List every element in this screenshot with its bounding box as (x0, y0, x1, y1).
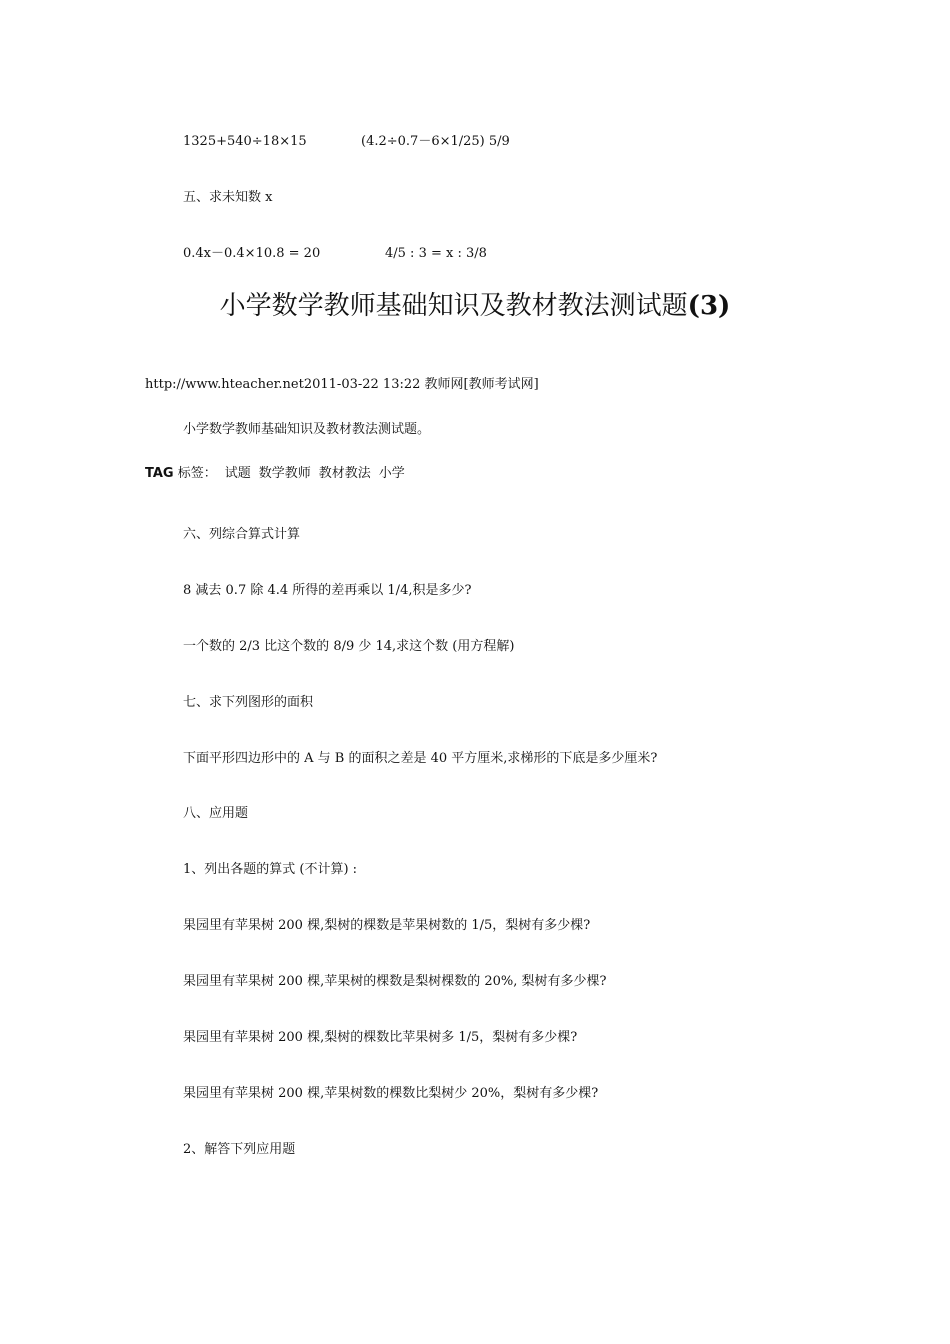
article-title-number: (3) (687, 291, 731, 321)
tag-label: TAG (145, 466, 174, 481)
equation-right: 4/5 : 3 = x : 3/8 (385, 246, 487, 261)
question-8-2: 果园里有苹果树 200 棵,苹果树的棵数是梨树棵数的 20%, 梨树有多少棵? (183, 974, 607, 989)
question-6-2: 一个数的 2/3 比这个数的 8/9 少 14,求这个数 (用方程解) (183, 639, 515, 654)
tag-row (145, 465, 405, 483)
question-8-1: 果园里有苹果树 200 棵,梨树的棵数是苹果树数的 1/5，梨树有多少棵? (183, 918, 591, 933)
article-title (0, 288, 950, 324)
section-heading-8: 八、应用题 (183, 806, 249, 821)
question-6-1: 8 减去 0.7 除 4.4 所得的差再乘以 1/4,积是多少? (183, 583, 472, 598)
tag-suffix: 标签： (173, 466, 217, 481)
tag-link-shuxuejiaoshi[interactable]: 数学教师 (258, 466, 311, 481)
equation-row (183, 245, 487, 263)
tag-link-jiaocaijiaofa[interactable]: 教材教法 (318, 466, 371, 481)
tag-link-xiaoxue[interactable]: 小学 (378, 466, 405, 481)
tag-link-shiti[interactable]: 试题 (224, 466, 251, 481)
equation-left: 0.4x－0.4×10.8 = 20 (183, 246, 321, 261)
question-8-3: 果园里有苹果树 200 棵,梨树的棵数比苹果树多 1/5，梨树有多少棵? (183, 1030, 578, 1045)
article-meta: http://www.hteacher.net2011-03-22 13:22 教师网[教师考试网] (145, 377, 539, 392)
subheading-8-2: 2、解答下列应用题 (183, 1142, 296, 1157)
expression-left: 1325+540÷18×15 (183, 134, 307, 149)
section-heading-6: 六、列综合算式计算 (183, 527, 301, 542)
article-summary: 小学数学教师基础知识及教材教法测试题。 (183, 422, 431, 437)
expression-right: (4.2÷0.7－6×1/25) 5/9 (361, 134, 510, 149)
question-8-4: 果园里有苹果树 200 棵,苹果树数的棵数比梨树少 20%，梨树有多少棵? (183, 1086, 599, 1101)
section-heading-7: 七、求下列图形的面积 (183, 695, 314, 710)
expression-row-1 (183, 133, 510, 151)
article-title-text: 小学数学教师基础知识及教材教法测试题 (219, 291, 688, 321)
section-heading-5: 五、求未知数 x (183, 190, 273, 205)
question-7-1: 下面平形四边形中的 A 与 B 的面积之差是 40 平方厘米,求梯形的下底是多少厘米? (183, 751, 658, 766)
subheading-8-1: 1、列出各题的算式 (不计算) : (183, 862, 358, 877)
